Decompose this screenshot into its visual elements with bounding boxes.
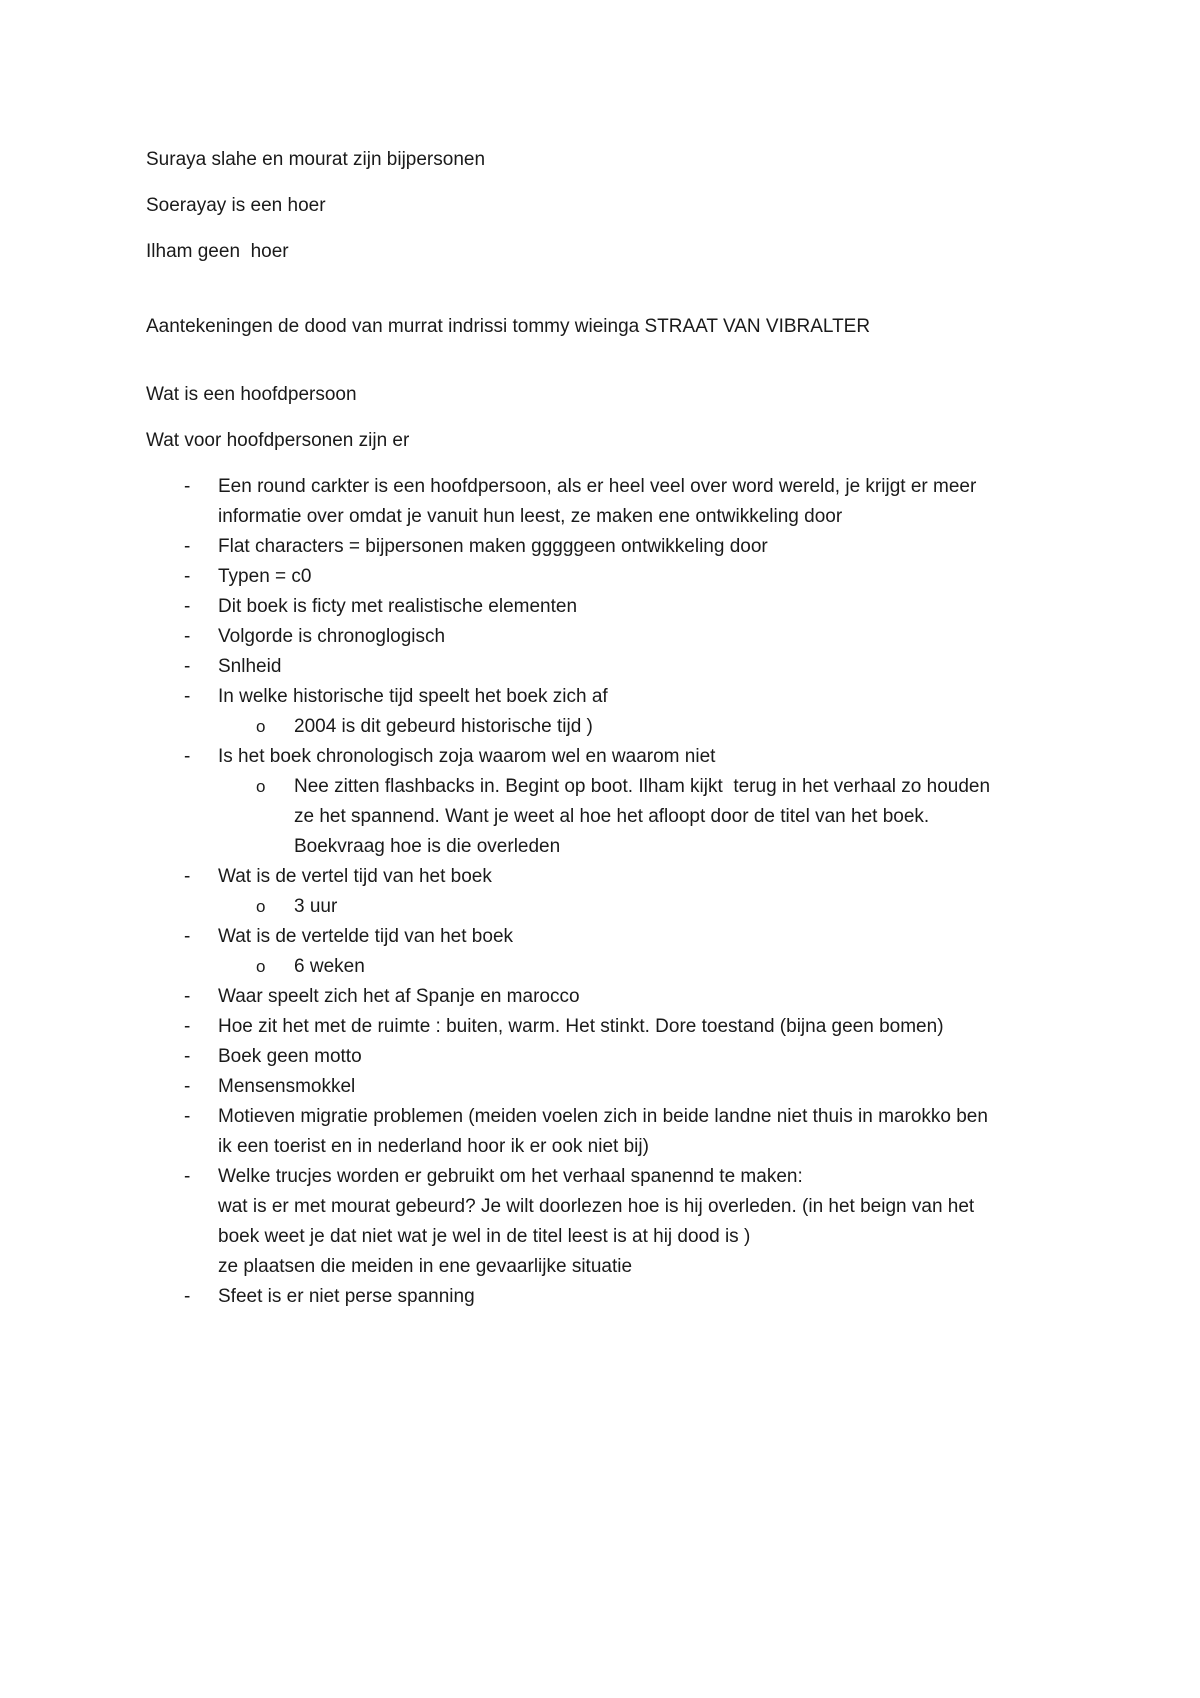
list-item [146,472,1086,532]
sub-list-container [146,772,1086,862]
dash-bullet: - [184,536,191,557]
dash-bullet: - [184,686,191,707]
sub-list-item [218,892,1086,922]
sub-list [146,712,1086,742]
list-item [146,862,1086,892]
sub-list-container [146,892,1086,922]
dash-bullet: - [184,626,191,647]
list-item [146,1042,1086,1072]
list-item [146,652,1086,682]
dash-bullet: - [184,1016,191,1037]
circle-bullet: o [256,777,266,796]
text-line: Suraya slahe en mourat zijn bijpersonen [146,149,486,170]
circle-bullet: o [256,717,266,736]
dash-bullet: - [184,866,191,887]
sub-list-item-text: Nee zitten flashbacks in. Begint op boot. Ilham kijkt terug in het verhaal zo houden [294,776,991,797]
list-item-text: Dit boek is ficty met realistische elementen [218,596,578,617]
dash-bullet: - [184,746,191,767]
list-item-text: Flat characters = bijpersonen maken gggggeen ontwikkeling door [218,536,768,557]
sub-list-item [218,952,1086,982]
list-item-text: Is het boek chronologisch zoja waarom wel en waarom niet [218,746,716,767]
list-item [146,682,1086,712]
dash-bullet: - [184,596,191,617]
list-item-text: Hoe zit het met de ruimte : buiten, warm. Het stinkt. Dore toestand (bijna geen bomen) [218,1016,944,1037]
sub-list [146,952,1086,982]
list-item [146,922,1086,952]
list-item-text: Een round carkter is een hoofdpersoon, als er heel veel over word wereld, je krijgt er meer [218,476,977,497]
list-item-text: boek weet je dat niet wat je wel in de titel leest is at hij dood is ) [218,1226,751,1247]
sub-list-item-text: 3 uur [294,896,338,917]
dash-bullet: - [184,1166,191,1187]
sub-list-item-text: 2004 is dit gebeurd historische tijd ) [294,716,593,737]
list-item [146,1012,1086,1042]
list-item [146,622,1086,652]
list-item-text: Sfeet is er niet perse spanning [218,1286,475,1307]
notes-list [146,472,1086,1312]
list-item-text: Waar speelt zich het af Spanje en marocco [218,986,580,1007]
dash-bullet: - [184,656,191,677]
circle-bullet: o [256,897,266,916]
list-item [146,592,1086,622]
list-item-text: Typen = c0 [218,566,312,587]
dash-bullet: - [184,986,191,1007]
list-item [146,562,1086,592]
list-item-text: Motieven migratie problemen (meiden voelen zich in beide landne niet thuis in marokko ben [218,1106,988,1127]
sub-list-item [218,772,1086,862]
list-item-text: wat is er met mourat gebeurd? Je wilt doorlezen hoe is hij overleden. (in het beign van het [218,1196,975,1217]
list-item [146,982,1086,1012]
list-item-text: Wat is de vertelde tijd van het boek [218,926,514,947]
sub-list-item-text: ze het spannend. Want je weet al hoe het afloopt door de titel van het boek. [294,806,930,827]
sub-list [146,892,1086,922]
circle-bullet: o [256,957,266,976]
list-item [146,1072,1086,1102]
dash-bullet: - [184,1286,191,1307]
list-item [146,1102,1086,1162]
list-item [146,1282,1086,1312]
text-line: Soerayay is een hoer [146,195,326,216]
list-item-text: Volgorde is chronoglogisch [218,626,446,647]
question-line: Wat is een hoofdpersoon [146,384,357,405]
dash-bullet: - [184,566,191,587]
sub-list-item-text: Boekvraag hoe is die overleden [294,836,561,857]
list-item [146,1162,1086,1282]
sub-list [146,772,1086,862]
list-item [146,532,1086,562]
dash-bullet: - [184,1076,191,1097]
list-item-text: informatie over omdat je vanuit hun leest, ze maken ene ontwikkeling door [218,506,843,527]
list-item-text: Snlheid [218,656,282,677]
dash-bullet: - [184,1046,191,1067]
list-item-text: In welke historische tijd speelt het boek zich af [218,686,608,707]
question-line: Wat voor hoofdpersonen zijn er [146,430,410,451]
text-line: Ilham geen hoer [146,241,289,262]
dash-bullet: - [184,476,191,497]
dash-bullet: - [184,1106,191,1127]
list-item-text: Wat is de vertel tijd van het boek [218,866,492,887]
list-item-text: Boek geen motto [218,1046,362,1067]
list-item-text: Mensensmokkel [218,1076,356,1097]
list-item [146,742,1086,772]
sub-list-item [218,712,1086,742]
list-item-text: Welke trucjes worden er gebruikt om het verhaal spanennd te maken: [218,1166,803,1187]
notes-title: Aantekeningen de dood van murrat indrissi tommy wieinga STRAAT VAN VIBRALTER [146,316,871,337]
document-body [146,145,1086,1312]
list-item-text: ze plaatsen die meiden in ene gevaarlijke situatie [218,1256,633,1277]
sub-list-item-text: 6 weken [294,956,365,977]
sub-list-container [146,952,1086,982]
dash-bullet: - [184,926,191,947]
list-item-text: ik een toerist en in nederland hoor ik er ook niet bij) [218,1136,649,1157]
sub-list-container [146,712,1086,742]
